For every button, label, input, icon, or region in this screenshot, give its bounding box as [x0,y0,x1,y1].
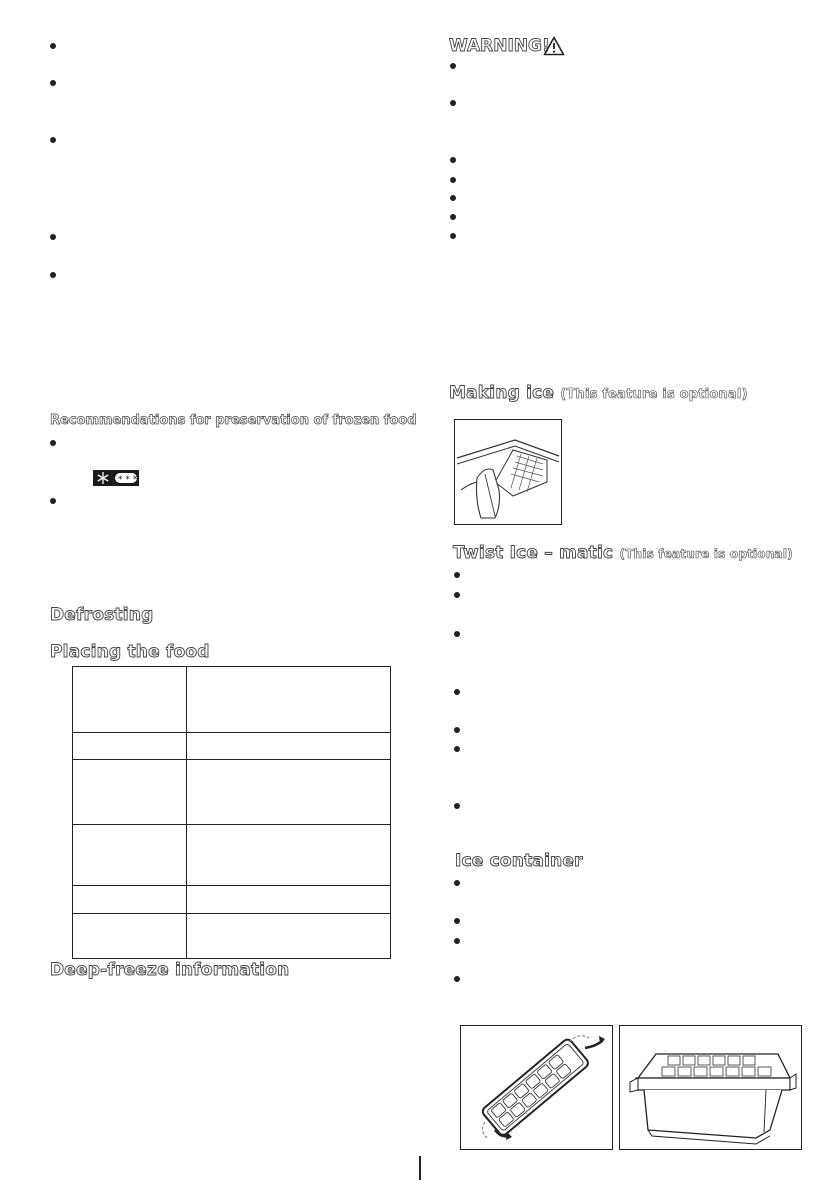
ice-tray-twist-figure [460,1025,613,1150]
bullet [450,214,456,220]
table-cell [187,914,391,959]
bullet [450,157,456,163]
twist-ice-note: (This feature is optional) [619,547,793,561]
table-cell [73,667,187,733]
ice-tray-drawer-figure [454,419,562,525]
bullet [454,918,460,924]
recommendations-heading: Recommendations for preservation of frozen food [50,413,417,428]
bullet [50,80,56,86]
making-ice-note: (This feature is optional) [560,387,748,402]
warning-triangle-icon [543,36,565,61]
page-number-divider [419,1156,421,1180]
table-cell [187,760,391,825]
bullet [50,272,56,278]
ice-container-box-figure [619,1025,802,1150]
bullet [454,976,460,982]
twist-ice-heading [453,543,793,563]
making-ice-title: Making ice [449,383,555,403]
food-placement-table [72,666,391,959]
svg-text:* * *: * * * [118,475,138,485]
bullet [50,498,56,504]
table-cell [187,825,391,886]
table-cell [187,667,391,733]
twist-ice-title: Twist Ice – matic [453,543,614,563]
ice-container-heading: Ice container [455,851,583,871]
deep-freeze-heading: Deep-freeze information [50,960,290,980]
bullet [454,746,460,752]
table-cell [73,886,187,914]
bullet [50,43,56,49]
making-ice-heading [449,383,748,403]
bullet [454,880,460,886]
freezer-three-star-icon [93,470,139,491]
bullet [450,63,456,69]
table-cell [73,760,187,825]
bullet [454,572,460,578]
placing-food-heading: Placing the food [50,642,210,662]
defrosting-heading: Defrosting [50,605,154,625]
bullet [450,177,456,183]
bullet [50,137,56,143]
table-cell [187,886,391,914]
bullet [450,100,456,106]
table-cell [187,733,391,760]
bullet [450,233,456,239]
table-cell [73,733,187,760]
warning-heading: WARNING! [449,36,550,56]
bullet [454,938,460,944]
bullet [454,631,460,637]
bullet [454,592,460,598]
table-cell [73,825,187,886]
bullet [454,803,460,809]
table-cell [73,914,187,959]
bullet [50,234,56,240]
bullet [454,689,460,695]
bullet [450,195,456,201]
bullet [50,440,56,446]
bullet [454,727,460,733]
